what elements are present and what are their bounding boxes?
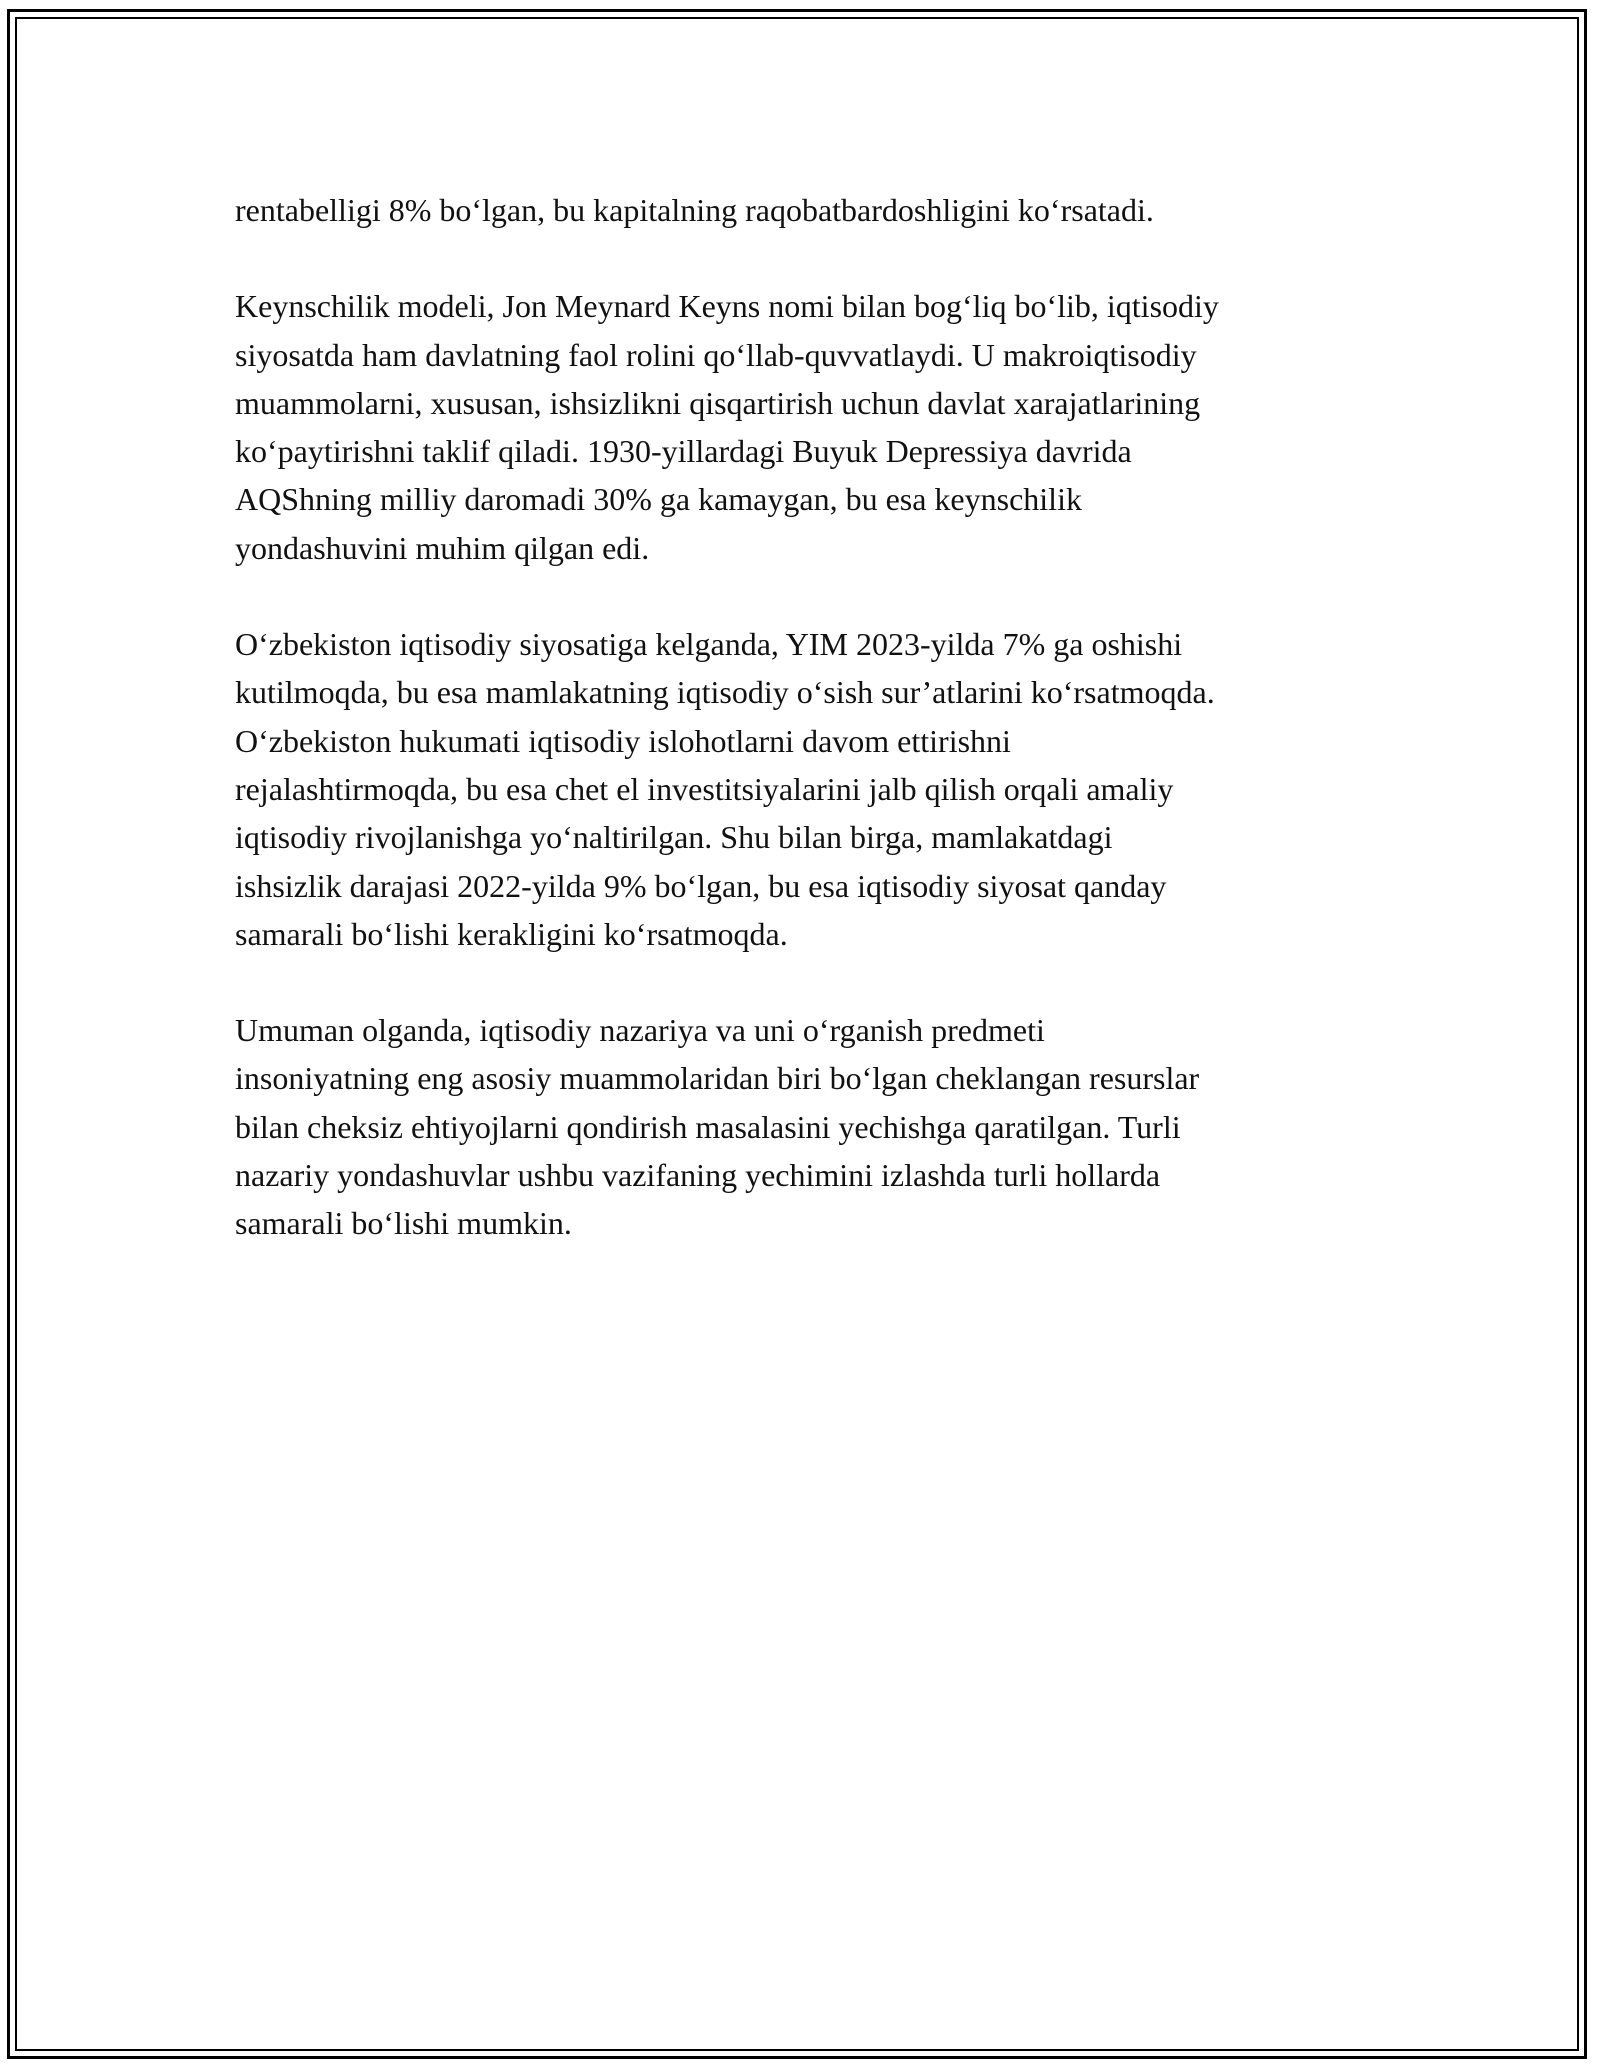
paragraph-uzbekistan-policy: O‘zbekiston iqtisodiy siyosatiga kelganda, YIM 2023-yilda 7% ga oshishi kutilmoqda, bu esa mamlakatning iqtisodiy o‘sish sur’atlarini ko‘rsatmoqda. O‘zbekiston hukumati iqtisodiy islohotlarni davom ettirishni rejalashtirmoqda, bu esa chet el investitsiyalarini jalb qilish orqali amaliy iqtisodiy rivojlanishga yo‘naltirilgan. Shu bilan birga, mamlakatdagi ishsizlik darajasi 2022-yilda 9% bo‘lgan, bu esa iqtisodiy siyosat qanday samarali bo‘lishi kerakligini ko‘rsatmoqda. — [235, 626, 1215, 952]
paragraph-keynesian-model: Keynschilik modeli, Jon Meynard Keyns nomi bilan bog‘liq bo‘lib, iqtisodiy siyosatda ham davlatning faol rolini qo‘llab-quvvatlaydi. U makroiqtisodiy muammolarni, xususan, ishsizlikni qisqartirish uchun davlat xarajatlarining ko‘paytirishni taklif qiladi. 1930-yillardagi Buyuk Depressiya davrida AQShning milliy daromadi 30% ga kamaygan, bu esa keynschilik yondashuvini muhim qilgan edi. — [235, 288, 1219, 566]
document-body — [235, 186, 1370, 1296]
paragraph-conclusion: Umuman olganda, iqtisodiy nazariya va uni o‘rganish predmeti insoniyatning eng asosiy muammolaridan biri bo‘lgan cheklangan resurslar bilan cheksiz ehtiyojlarni qondirish masalasini yechishga qaratilgan. Turli nazariy yondashuvlar ushbu vazifaning yechimini izlashda turli hollarda samarali bo‘lishi mumkin. — [235, 1012, 1200, 1242]
paragraph-capital-profitability: rentabelligi 8% bo‘lgan, bu kapitalning raqobatbardoshligini ko‘rsatadi. — [235, 192, 1154, 228]
